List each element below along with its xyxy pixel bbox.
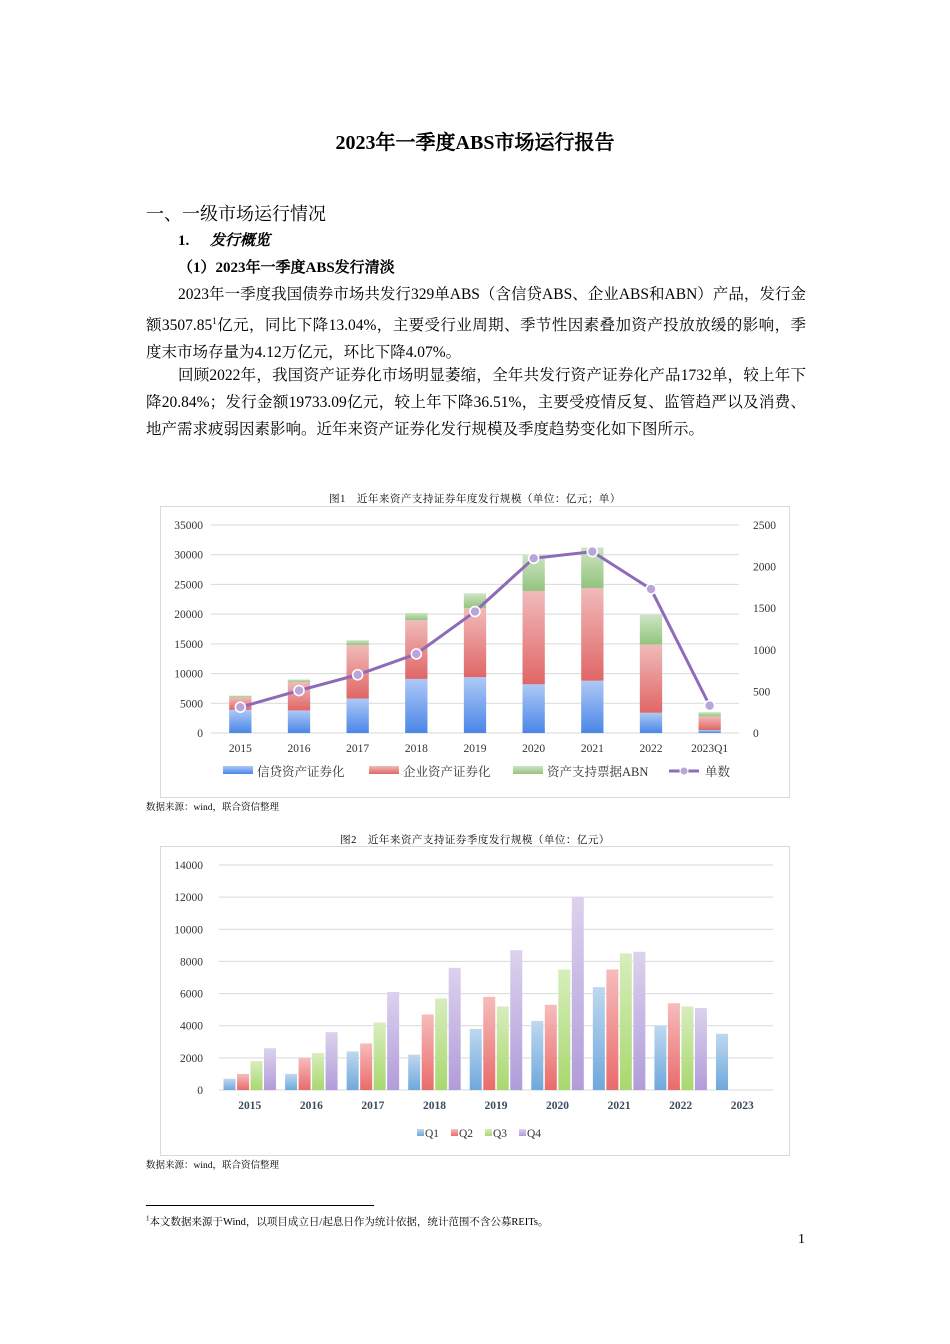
legend-swatch — [451, 1129, 458, 1136]
bar — [312, 1053, 324, 1090]
subsection-number: 1. — [178, 233, 190, 249]
x-tick-label: 2020 — [522, 743, 546, 755]
para1-before: 2023年一季度我国债券市场共发行329单ABS（含信贷ABS、企业ABS和ABN）产品，发行金额3507.85 — [146, 286, 806, 335]
bar — [668, 1003, 680, 1090]
bar — [695, 1008, 707, 1090]
bar-segment — [699, 712, 721, 716]
legend-label: 资产支持票据ABN — [547, 765, 649, 779]
x-tick-label: 2017 — [361, 1100, 385, 1112]
footnote-text: 本文数据来源于Wind，以项目成立日/起息日作为统计依据，统计范围不含公募REITs。 — [149, 1217, 549, 1228]
y-left-tick-label: 5000 — [180, 698, 203, 711]
legend-label: Q4 — [527, 1128, 542, 1140]
y-right-tick-label: 500 — [753, 686, 771, 699]
y-left-tick-label: 20000 — [174, 609, 203, 622]
y-tick-label: 10000 — [174, 924, 203, 937]
bar-segment — [581, 588, 603, 681]
bar — [224, 1079, 236, 1090]
bar — [510, 950, 522, 1090]
bar-segment — [640, 713, 662, 733]
page-title: 2023年一季度ABS市场运行报告 — [335, 132, 615, 154]
y-tick-label: 6000 — [180, 988, 203, 1001]
y-right-tick-label: 2500 — [753, 520, 776, 532]
line-point — [470, 607, 480, 617]
legend-label: Q3 — [493, 1128, 508, 1140]
y-tick-label: 8000 — [180, 956, 203, 969]
x-tick-label: 2015 — [238, 1100, 262, 1112]
y-left-tick-label: 25000 — [174, 579, 203, 592]
bar — [299, 1058, 311, 1090]
paragraph-2022-review: 回顾2022年，我国资产证券化市场明显萎缩，全年共发行资产证券化产品1732单，较上年下降20.84%；发行金额19733.09亿元，较上年下降36.51%，主要受疫情反复、监管趋严以及消费、地产需求疲弱因素影响。近年来资产证券化发行规模及季度趋势变化如下图所示。 — [146, 367, 806, 438]
x-tick-label: 2018 — [404, 743, 428, 755]
chart2-svg — [161, 847, 789, 1155]
bar — [387, 992, 399, 1090]
bar-segment — [405, 613, 427, 620]
bar — [408, 1055, 420, 1090]
bar — [326, 1032, 338, 1090]
figure2-chart — [160, 846, 790, 1156]
bar-segment — [523, 684, 545, 733]
legend-label: Q1 — [425, 1128, 440, 1140]
x-tick-label: 2016 — [299, 1100, 323, 1112]
bar-segment — [288, 710, 310, 733]
legend-label: Q2 — [459, 1128, 474, 1140]
x-tick-label: 2020 — [546, 1100, 570, 1112]
bar — [374, 1023, 386, 1091]
bar-segment — [581, 681, 603, 733]
figure1-caption: 图1 近年来资产支持证券年度发行规模（单位：亿元；单） — [329, 494, 621, 505]
x-tick-label: 2023 — [730, 1100, 754, 1112]
bar — [347, 1051, 359, 1090]
x-tick-label: 2022 — [639, 743, 663, 755]
line-point — [646, 584, 656, 594]
bar — [435, 998, 447, 1090]
x-tick-label: 2015 — [228, 743, 252, 755]
y-tick-label: 12000 — [174, 892, 203, 905]
x-tick-label: 2022 — [669, 1100, 693, 1112]
bar-segment — [464, 677, 486, 733]
bar — [606, 969, 618, 1090]
line-point — [587, 547, 597, 557]
figure2-source: 数据来源：wind，联合资信整理 — [146, 1161, 280, 1171]
y-left-tick-label: 35000 — [174, 520, 203, 532]
footnote-mark: 1 — [146, 1214, 150, 1223]
legend-swatch — [513, 766, 543, 774]
bar-segment — [640, 615, 662, 645]
bar — [251, 1061, 263, 1090]
subsection-heading — [178, 229, 270, 250]
y-tick-label: 14000 — [174, 860, 203, 872]
bar-segment — [288, 680, 310, 682]
bar — [483, 997, 495, 1090]
bar — [572, 897, 584, 1090]
legend-point-swatch — [680, 767, 688, 775]
bar — [633, 952, 645, 1090]
line-point — [235, 702, 245, 712]
bar — [545, 1005, 557, 1090]
bar — [716, 1034, 728, 1090]
bar-segment — [229, 696, 251, 698]
bar-segment — [523, 591, 545, 684]
legend-swatch — [519, 1129, 526, 1136]
bar — [593, 987, 605, 1090]
legend-label: 单数 — [705, 765, 731, 779]
chart1-svg — [161, 507, 789, 797]
bar — [531, 1021, 543, 1090]
bar-segment — [229, 710, 251, 733]
para1-after: 亿元，同比下降13.04%，主要受行业周期、季节性因素叠加资产投放放缓的影响，季度末市场存量为4.12万亿元，环比下降4.07%。 — [146, 317, 806, 362]
legend-label: 企业资产证券化 — [403, 765, 491, 779]
line-point — [294, 686, 304, 696]
y-right-tick-label: 0 — [753, 728, 759, 740]
legend-swatch — [485, 1129, 492, 1136]
bar — [654, 1026, 666, 1090]
bar — [558, 969, 570, 1090]
line-point — [353, 670, 363, 680]
bar — [237, 1074, 249, 1090]
x-tick-label: 2017 — [346, 743, 370, 755]
bar-segment — [347, 640, 369, 645]
page-number: 1 — [798, 1232, 805, 1247]
footnote-divider — [146, 1205, 374, 1206]
legend-label: 信贷资产证券化 — [257, 765, 345, 779]
bar-segment — [699, 716, 721, 730]
x-tick-label: 2021 — [607, 1100, 631, 1112]
bar — [470, 1029, 482, 1090]
x-tick-label: 2023Q1 — [691, 743, 729, 755]
y-left-tick-label: 10000 — [174, 668, 203, 681]
bar — [285, 1074, 297, 1090]
bar-segment — [405, 679, 427, 733]
bar-segment — [640, 644, 662, 712]
figure2-caption: 图2 近年来资产支持证券季度发行规模（单位：亿元） — [340, 835, 610, 846]
paragraph-issuance-summary — [146, 281, 806, 366]
line-point — [705, 701, 715, 711]
bar — [449, 968, 461, 1090]
legend-swatch — [369, 766, 399, 774]
x-tick-label: 2016 — [287, 743, 311, 755]
bar — [360, 1043, 372, 1090]
footnote-ref[interactable]: 1 — [212, 316, 217, 326]
bar — [422, 1014, 434, 1090]
footnote — [146, 1214, 549, 1229]
bar-segment — [699, 730, 721, 733]
line-point — [411, 649, 421, 659]
y-tick-label: 4000 — [180, 1020, 203, 1033]
y-left-tick-label: 15000 — [174, 638, 203, 651]
bar — [681, 1006, 693, 1090]
section-heading: 一、一级市场运行情况 — [146, 204, 326, 224]
y-left-tick-label: 0 — [197, 728, 203, 740]
legend-swatch — [223, 766, 253, 774]
y-left-tick-label: 30000 — [174, 549, 203, 562]
y-right-tick-label: 1000 — [753, 644, 776, 657]
figure1-source: 数据来源：wind，联合资信整理 — [146, 803, 280, 813]
y-tick-label: 2000 — [180, 1052, 203, 1065]
bar — [264, 1048, 276, 1090]
x-tick-label: 2019 — [463, 743, 487, 755]
x-tick-label: 2018 — [422, 1100, 446, 1112]
x-tick-label: 2021 — [580, 743, 604, 755]
bar — [620, 953, 632, 1090]
legend-swatch — [417, 1129, 424, 1136]
subsubsection-heading: （1）2023年一季度ABS发行清淡 — [178, 260, 395, 276]
bar-segment — [347, 699, 369, 733]
y-right-tick-label: 2000 — [753, 561, 776, 574]
bar — [497, 1006, 509, 1090]
subsection-text: 发行概览 — [210, 233, 271, 249]
line-point — [529, 553, 539, 563]
y-right-tick-label: 1500 — [753, 603, 776, 616]
figure1-chart — [160, 506, 790, 798]
x-tick-label: 2019 — [484, 1100, 508, 1112]
y-tick-label: 0 — [197, 1085, 203, 1097]
